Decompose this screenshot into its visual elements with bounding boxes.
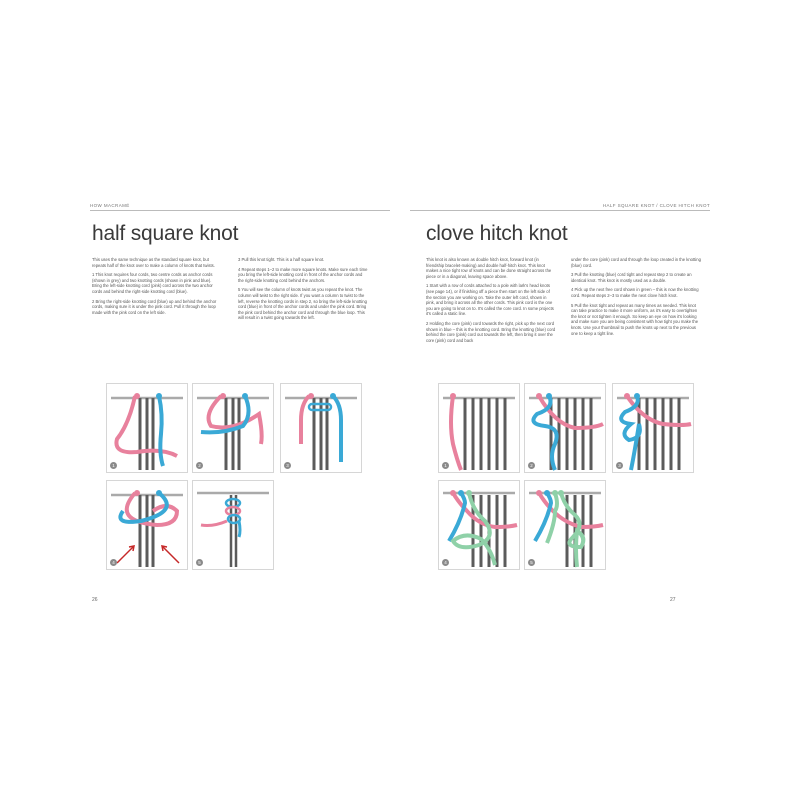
step-number: 2 (528, 462, 535, 469)
running-head-right: HALF SQUARE KNOT / CLOVE HITCH KNOT (410, 203, 710, 211)
running-head-left: HOW MACRAMÉ (90, 203, 390, 211)
diagram-hsk-step-3 (280, 383, 362, 473)
diagram-hsk-step-2 (192, 383, 274, 473)
page-number: 26 (92, 597, 98, 603)
diagram-chk-step-4 (438, 480, 520, 570)
step-number: 5 (528, 559, 535, 566)
page-number: 27 (670, 597, 676, 603)
paragraph: This knot is also known as double hitch knot, forward knot (in friendship bracelet-making) and double half-hitch knot. This knot makes a nice tight row of knots and can be done straight across the piece or in a diagonal, leaving space above. (426, 257, 552, 279)
step-number: 1 (442, 462, 449, 469)
step-number: 1 (110, 462, 117, 469)
diagram-chk-step-1 (438, 383, 520, 473)
paragraph: 2 Holding the core (pink) cord towards the right, pick up the next cord shown in blue – this is the knotting cord. Bring the knotting (blue) cord behind the core (pink) cord out towards the left, then bring it over the core (pink) cord and back (426, 320, 556, 343)
step-number: 5 (196, 559, 203, 566)
text-column-2 (571, 257, 701, 340)
text-column-1 (92, 257, 222, 319)
step-number: 4 (110, 559, 117, 566)
step-number: 2 (196, 462, 203, 469)
paragraph: 2 Bring the right-side knotting cord (blue) up and behind the anchor cords, making sure it is under the pink cord. Pull it through the loop made with the pink cord on the left side. (92, 298, 217, 315)
paragraph: 3 Pull the knotting (blue) cord tight and repeat step 2 to create an identical knot. This knot is mostly used as a double. (571, 272, 692, 283)
paragraph: This uses the same technique as the standard square knot, but repeats half of the knot over to make a column of knots that twists. (92, 257, 215, 268)
diagram-chk-step-5 (524, 480, 606, 570)
paragraph: 3 Pull this knot tight. This is a half square knot. (238, 257, 325, 262)
page-title-clove-hitch-knot: clove hitch knot (426, 222, 568, 245)
paragraph: 5 You will see the column of knots twist as you repeat the knot. The column will twist to the right side. If you want a column to twist to the left, reverse the knotting cords in step 2, so bring the left-side knotting cord (blue) in front of the anchor cords and under the pink cord. Bring the pink cord behind the anchor cord and through the blue loop. This will result in a twist going towards the left. (238, 287, 367, 321)
diagram-hsk-step-4 (106, 480, 188, 570)
step-number: 4 (442, 559, 449, 566)
diagram-hsk-step-1 (106, 383, 188, 473)
diagram-hsk-step-5 (192, 480, 274, 570)
paragraph: 4 Repeat steps 1–2 to make more square knots. Make sure each time you bring the left-side knotting cord in front of the anchor cords and the right-side knotting cord behind the anchors. (238, 266, 368, 283)
diagram-chk-step-3 (612, 383, 694, 473)
paragraph: under the core (pink) cord and through the loop created in the knotting (blue) cord. (571, 257, 701, 268)
paragraph: 4 Pick up the next free cord shown in green – this is now the knotting cord. Repeat steps 2–3 to make the next clove hitch knot. (571, 287, 699, 298)
text-column-2 (238, 257, 368, 325)
paragraph: 5 Pull the knot tight and repeat as many times as needed. This knot can take practice to make it more uniform, as it's easy to overtighten the knot or not tighten it enough. So keep an eye on how it's looking and make sure you are being consistent with how tight you make the knots. Use your thumbnail to push the knots up next to the previous one to keep a tight line. (571, 302, 699, 336)
right-page (400, 0, 800, 800)
step-number: 3 (616, 462, 623, 469)
paragraph: 1 Start with a row of cords attached to a pole with lark's head knots (see page 14), or if finishing off a piece then start on the left side of the section you are working on. Take the outer left cord, shown in pink, and bring it across all the other cords. This pink cord is the one you are going to knot on to. It's called the core cord. In some projects it's called a static line. (426, 283, 554, 317)
diagram-chk-step-2 (524, 383, 606, 473)
paragraph: 1 This knot requires four cords, two centre cords as anchor cords (shown in grey) and two knotting cords (shown in pink and blue). Bring the left-side knotting cord (pink) cord across the two anchor cords and behind the right-side knotting cord (blue). (92, 272, 213, 294)
text-column-1 (426, 257, 556, 347)
step-number: 3 (284, 462, 291, 469)
page-title-half-square-knot: half square knot (92, 222, 239, 245)
